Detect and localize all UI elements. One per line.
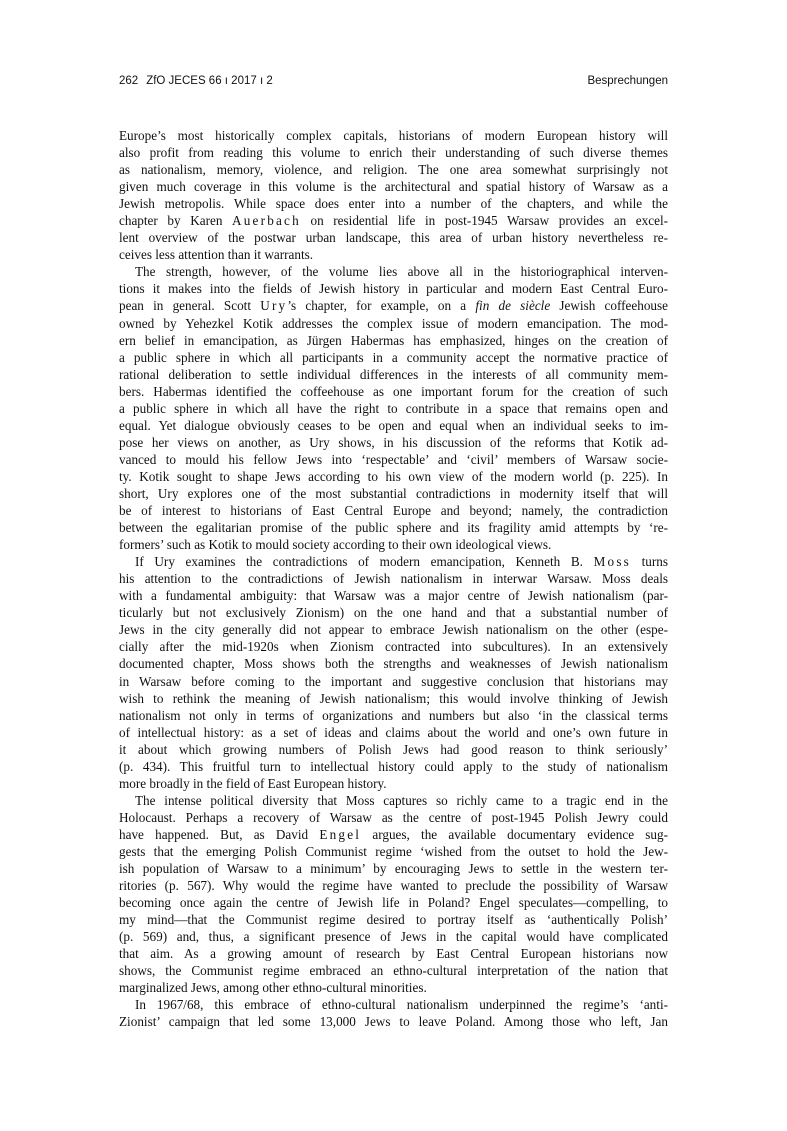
text-line [119, 246, 668, 263]
running-head [119, 75, 668, 91]
author-name: Auerbach [232, 213, 301, 229]
text-segment: short, Ury explores one of the most substantial contradictions in modernity itself that will [119, 485, 668, 501]
text-segment: owned by Yehezkel Kotik addresses the complex issue of modern emancipation. The mod- [119, 315, 668, 331]
text-line [119, 724, 668, 741]
text-segment: equal. Yet dialogue obviously ceases to be open and equal when an individual seeks to im- [119, 417, 668, 433]
text-segment: have happened. But, as David [119, 826, 320, 842]
text-line [119, 212, 668, 229]
text-line [119, 860, 668, 877]
text-segment: tions it makes into the fields of Jewish history in particular and modern East Central Euro- [119, 281, 668, 297]
text-line [119, 775, 668, 792]
text-line [119, 263, 668, 280]
text-line [119, 332, 668, 349]
text-line [119, 979, 668, 996]
text-segment: Zionist’ campaign that led some 13,000 Jews to leave Poland. Among those who left, Jan [119, 1014, 668, 1030]
text-segment: becoming once again the centre of Jewish life in Poland? Engel speculates—compelling, to [119, 895, 668, 911]
page-number: 262 [119, 75, 139, 87]
text-segment: Jews in the city generally did not appear to embrace Jewish nationalism on the other (espe- [119, 622, 668, 638]
text-segment: a public sphere in which all have the right to contribute in a space that remains open and [119, 400, 668, 416]
italic-phrase: fin de siècle [475, 298, 551, 314]
text-segment: (p. 434). This fruitful turn to intellectual history could apply to the study of nationalism [119, 758, 668, 774]
text-segment: a public sphere in which all participants in a community accept the normative practice of [119, 349, 668, 365]
text-segment: between the egalitarian promise of the public sphere and its fragility amid attempts by ‘re- [119, 520, 668, 536]
text-line [119, 996, 668, 1013]
text-line [119, 877, 668, 894]
text-segment: ticularly but not exclusively Zionism) on the one hand and that a substantial number of [119, 605, 668, 621]
author-name: Moss [593, 554, 631, 570]
text-segment: lent overview of the postwar urban landscape, this area of urban history nevertheless re- [119, 230, 668, 246]
text-segment: Europe’s most historically complex capitals, historians of modern European history will [119, 128, 668, 143]
text-segment: it about which growing numbers of Polish Jews had good reason to think seriously’ [119, 741, 668, 757]
text-segment: bers. Habermas identified the coffeehouse as one important forum for the creation of such [119, 383, 668, 399]
text-line [119, 758, 668, 775]
text-segment: with a fundamental ambiguity: that Warsaw was a major centre of Jewish nationalism (par- [119, 588, 668, 604]
text-line [119, 741, 668, 758]
text-line [119, 690, 668, 707]
text-segment: formers’ such as Kotik to mould society according to their own ideological views. [119, 537, 552, 553]
text-line [119, 451, 668, 468]
text-segment: gests that the emerging Polish Communist regime ‘wished from the outset to hold the Jew- [119, 843, 668, 859]
text-segment: be of interest to historians of East Central Europe and beyond; namely, the contradiction [119, 503, 668, 519]
text-line [119, 383, 668, 400]
text-line [119, 604, 668, 621]
text-line [119, 570, 668, 587]
body-text [119, 127, 668, 1030]
text-line [119, 945, 668, 962]
text-line [119, 315, 668, 332]
text-line [119, 792, 668, 809]
text-line [119, 349, 668, 366]
text-line [119, 366, 668, 383]
text-segment: on residential life in post-1945 Warsaw provides an excel- [300, 213, 668, 229]
text-line [119, 280, 668, 297]
author-name: Ury [260, 298, 288, 314]
text-line [119, 894, 668, 911]
text-line [119, 673, 668, 690]
text-segment: pose her views on another, as Ury shows, in his discussion of the reforms that Kotik ad- [119, 434, 668, 450]
text-line [119, 417, 668, 434]
journal-name: ZfO JECES 66 ı 2017 ı 2 [146, 75, 273, 87]
text-line [119, 178, 668, 195]
text-line [119, 1013, 668, 1030]
text-segment: shows, the Communist regime embraced an ethno-cultural interpretation of the nation that [119, 963, 668, 979]
text-line [119, 468, 668, 485]
text-segment: wish to rethink the meaning of Jewish nationalism; this would involve thinking of Jewish [119, 690, 668, 706]
text-segment: turns [630, 554, 668, 570]
text-segment: chapter by Karen [119, 213, 233, 229]
text-line [119, 962, 668, 979]
text-line [119, 127, 668, 144]
running-head-left [119, 75, 273, 87]
text-line [119, 485, 668, 502]
text-segment: Holocaust. Perhaps a recovery of Warsaw as the centre of post-1945 Polish Jewry could [119, 809, 668, 825]
text-segment: as nationalism, memory, violence, and religion. The one area somewhat surprisingly not [119, 162, 668, 178]
text-segment: pean in general. Scott [119, 298, 261, 314]
text-segment: documented chapter, Moss shows both the strengths and weaknesses of Jewish nationalism [119, 656, 668, 672]
text-line [119, 229, 668, 246]
text-line [119, 519, 668, 536]
text-segment: in Warsaw before coming to the important and suggestive conclusion that historians may [119, 673, 668, 689]
text-line [119, 809, 668, 826]
text-segment: The intense political diversity that Moss captures so richly came to a tragic end in the [135, 792, 668, 808]
text-line [119, 911, 668, 928]
text-line [119, 638, 668, 655]
section-name: Besprechungen [587, 75, 668, 87]
text-line [119, 826, 668, 843]
text-segment: ty. Kotik sought to shape Jews according to his own view of the modern world (p. 225). In [119, 468, 668, 484]
text-line [119, 195, 668, 212]
text-segment: ’s chapter, for example, on a [287, 298, 476, 314]
text-segment: argues, the available documentary evidence sug- [361, 826, 668, 842]
text-line [119, 536, 668, 553]
text-line [119, 843, 668, 860]
text-segment: cially after the mid-1920s when Zionism contracted into subcultures). In an extensively [119, 639, 668, 655]
text-segment: given much coverage in this volume is the architectural and spatial history of Warsaw as a [119, 179, 668, 195]
text-line [119, 621, 668, 638]
text-line [119, 161, 668, 178]
text-line [119, 587, 668, 604]
text-line [119, 144, 668, 161]
text-segment: also profit from reading this volume to enrich their understanding of such diverse themes [119, 145, 668, 161]
text-segment: The strength, however, of the volume lies above all in the historiographical interven- [135, 264, 668, 280]
text-segment: of intellectual history: as a set of ideas and claims about the world and one’s own future in [119, 724, 668, 740]
text-segment: In 1967/68, this embrace of ethno-cultural nationalism underpinned the regime’s ‘anti- [135, 997, 668, 1013]
text-segment: his attention to the contradictions of Jewish nationalism in interwar Warsaw. Moss deals [119, 571, 668, 587]
text-segment: ern belief in emancipation, as Jürgen Habermas has emphasized, hinges on the creation of [119, 332, 668, 348]
text-segment: that aim. As a growing amount of research by East Central European historians now [119, 946, 668, 962]
text-line [119, 434, 668, 451]
text-segment: ish population of Warsaw to a minimum’ by encouraging Jews to settle in the western ter- [119, 861, 668, 877]
text-segment: (p. 569) and, thus, a significant presence of Jews in the capital would have complicated [119, 929, 668, 945]
text-line [119, 655, 668, 672]
text-segment: Jewish metropolis. While space does enter into a number of the chapters, and while the [119, 196, 668, 212]
text-segment: If Ury examines the contradictions of modern emancipation, Kenneth B. [135, 554, 594, 570]
text-line [119, 297, 668, 314]
text-line [119, 928, 668, 945]
text-segment: marginalized Jews, among other ethno-cultural minorities. [119, 980, 427, 996]
text-segment: ceives less attention than it warrants. [119, 247, 314, 263]
text-line [119, 400, 668, 417]
text-line [119, 553, 668, 570]
text-segment: vanced to mould his fellow Jews into ‘respectable’ and ‘civil’ members of Warsaw socie- [119, 451, 668, 467]
text-line [119, 707, 668, 724]
text-segment: Jewish coffeehouse [550, 298, 668, 314]
text-segment: my mind—that the Communist regime desired to portray itself as ‘authentically Polish’ [119, 912, 668, 928]
text-segment: ritories (p. 567). Why would the regime have wanted to preclude the possibility of Warsaw [119, 878, 668, 894]
text-segment: nationalism not only in terms of organizations and numbers but also ‘in the classical terms [119, 707, 668, 723]
text-segment: rational deliberation to settle individual differences in the interests of all community mem- [119, 366, 668, 382]
text-line [119, 502, 668, 519]
author-name: Engel [319, 826, 362, 842]
text-segment: more broadly in the field of East European history. [119, 775, 387, 791]
